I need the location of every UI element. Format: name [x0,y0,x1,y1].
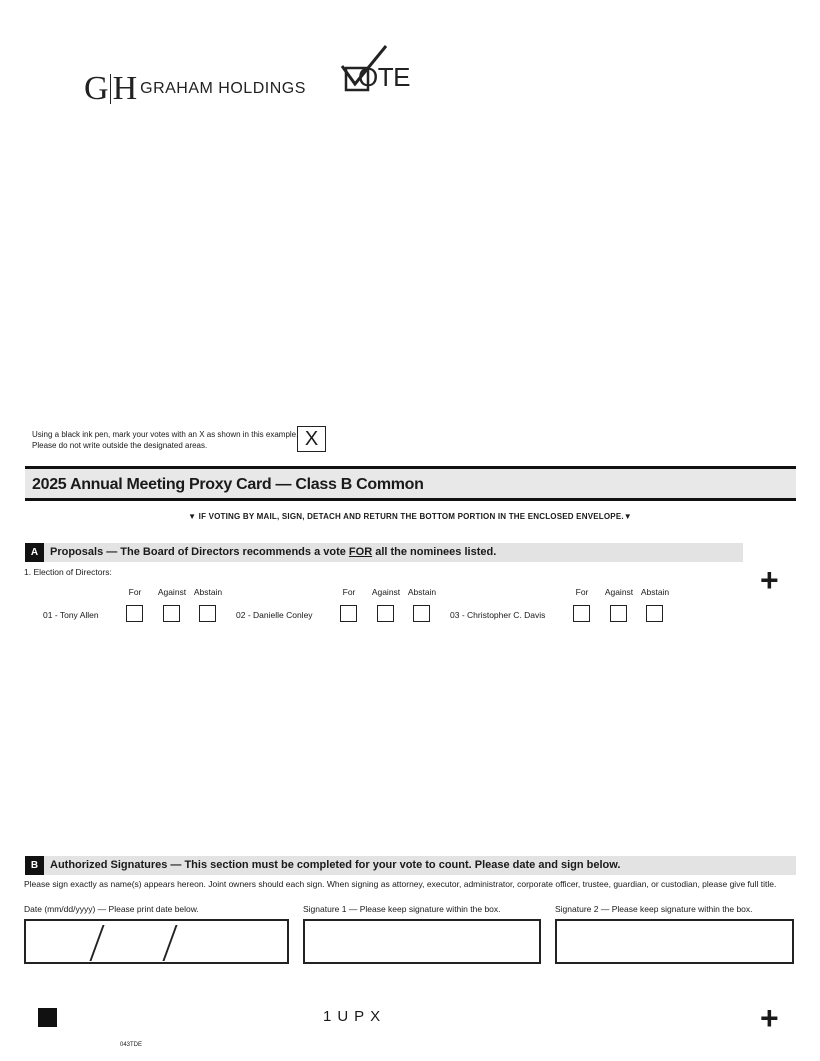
vote-logo [338,42,423,96]
section-b-title: Authorized Signatures — This section must be completed for your vote to count. Please date and sign below. [50,859,621,871]
signature-1-label: Signature 1 — Please keep signature within the box. [303,904,501,914]
example-mark-box [297,426,326,452]
signature-1-box[interactable] [303,919,541,964]
col-against-3: Against [604,587,634,597]
nominee-03-for-checkbox[interactable] [573,605,590,622]
nominee-02-abstain-checkbox[interactable] [413,605,430,622]
date-input-box[interactable] [24,919,289,964]
col-against-1: Against [157,587,187,597]
nominee-01-against-checkbox[interactable] [163,605,180,622]
section-b-header [25,856,796,875]
company-name: GRAHAM HOLDINGS [140,80,306,97]
section-a-letter: A [25,543,44,562]
election-of-directors-label: 1. Election of Directors: [24,567,112,577]
nominee-02-for-checkbox[interactable] [340,605,357,622]
form-code: 1UPX [323,1008,387,1025]
nominee-03-against-checkbox[interactable] [610,605,627,622]
registration-plus-mark-bottom: + [760,1000,779,1036]
nominee-03-label: 03 - Christopher C. Davis [450,610,546,620]
instruction-line-2: Please do not write outside the designated areas. [32,441,208,450]
nominee-02-against-checkbox[interactable] [377,605,394,622]
example-x-mark: X [304,428,319,450]
signature-2-box[interactable] [555,919,794,964]
nominee-01-abstain-checkbox[interactable] [199,605,216,622]
nominee-01-label: 01 - Tony Allen [43,610,99,620]
instruction-line-1: Using a black ink pen, mark your votes with an X as shown in this example. [32,430,299,439]
nominee-02-label: 02 - Danielle Conley [236,610,313,620]
date-separator-1 [89,925,104,961]
gh-monogram-divider [110,74,111,104]
signature-2-label: Signature 2 — Please keep signature within the box. [555,904,753,914]
registration-square-mark [38,1008,57,1027]
date-separator-2 [162,925,177,961]
detach-notice: ▼ IF VOTING BY MAIL, SIGN, DETACH AND RETURN THE BOTTOM PORTION IN THE ENCLOSED ENVELOPE.▼ [188,512,632,521]
col-for-1: For [128,587,142,597]
signature-instructions: Please sign exactly as name(s) appears hereon. Joint owners should each sign. When signing as attorney, executor, administrator, corporate officer, trustee, guardian, or custodian, please give full title. [24,879,777,889]
form-small-code: 043TDE [120,1042,143,1048]
gh-monogram-h: H [112,70,137,107]
col-for-2: For [342,587,356,597]
section-a-title [50,546,496,558]
gh-monogram-g: G [84,70,108,107]
vote-text: OTE [358,62,410,92]
nominee-01-for-checkbox[interactable] [126,605,143,622]
section-b-letter: B [25,856,44,875]
nominee-03-abstain-checkbox[interactable] [646,605,663,622]
col-abstain-3: Abstain [640,587,670,597]
section-a-title-end: all the nominees listed. [372,546,497,558]
section-a-title-start: Proposals — The Board of Directors recommends a vote [50,546,349,558]
date-label: Date (mm/dd/yyyy) — Please print date below. [24,904,199,914]
graham-holdings-logo [84,72,306,106]
title-band [25,466,796,501]
card-title: 2025 Annual Meeting Proxy Card — Class B Common [32,476,424,493]
marking-instructions [32,429,298,451]
col-abstain-2: Abstain [407,587,437,597]
section-a-title-for: FOR [348,546,373,558]
section-a-header [25,543,743,562]
col-for-3: For [575,587,589,597]
registration-plus-mark-top: + [760,562,779,598]
col-against-2: Against [371,587,401,597]
col-abstain-1: Abstain [193,587,223,597]
